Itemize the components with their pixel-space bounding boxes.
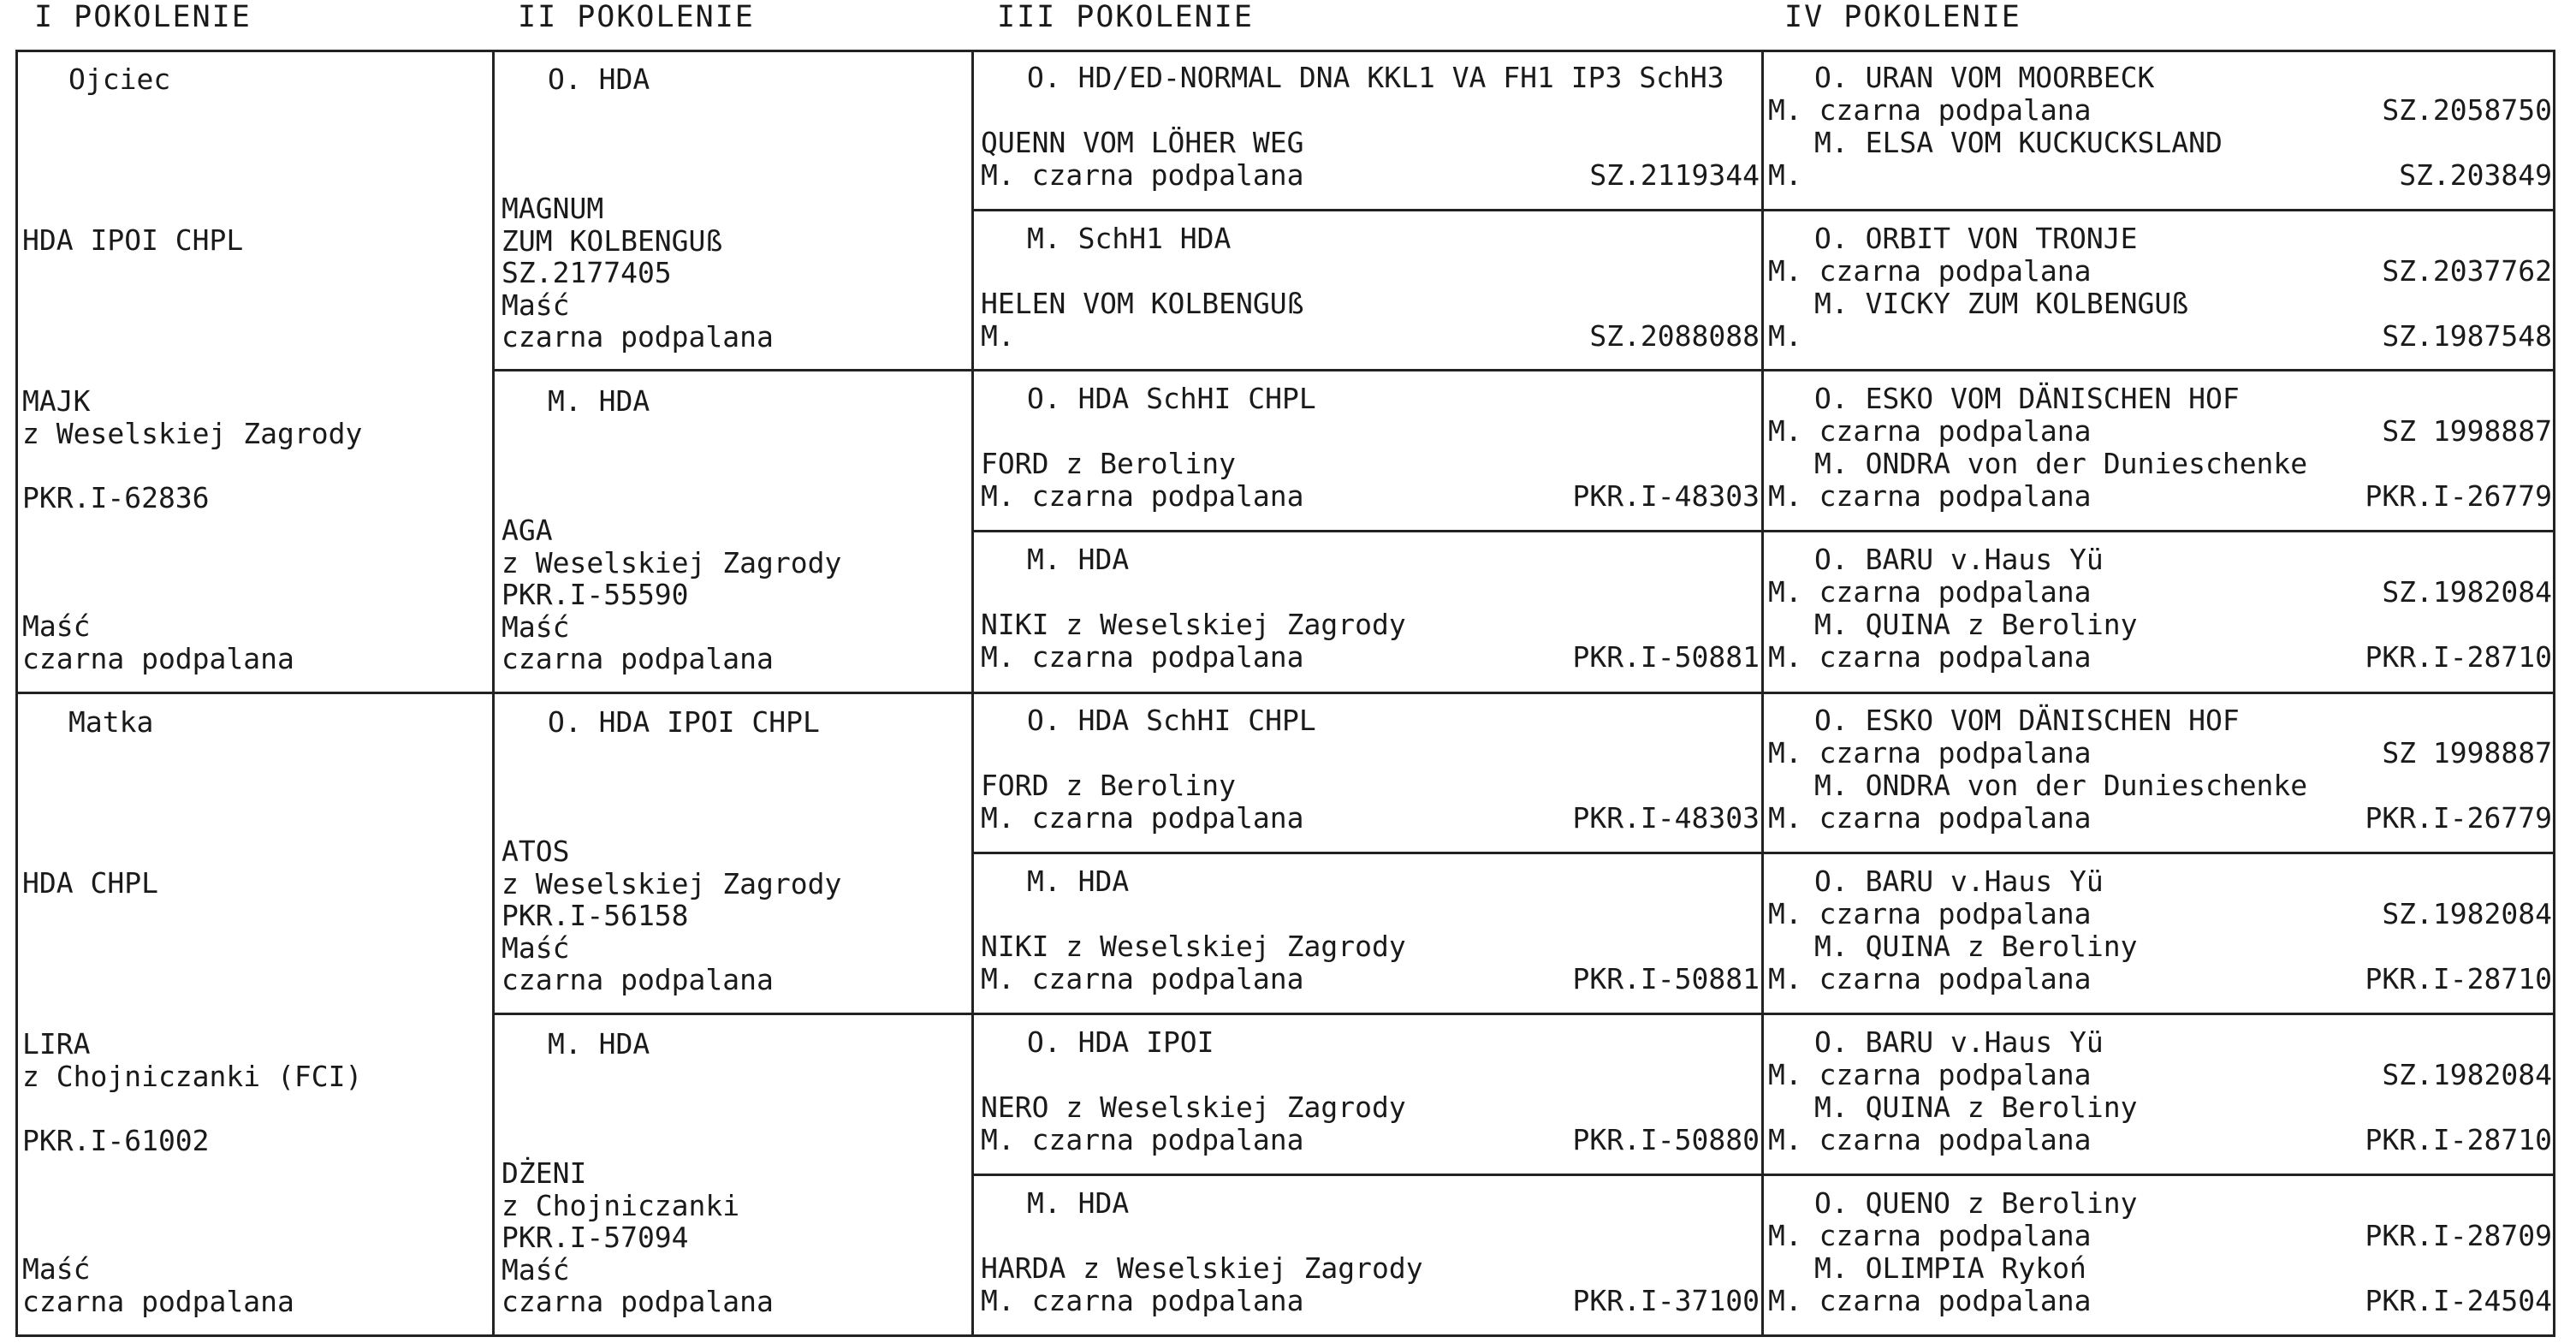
g4-dam-reg: SZ.1987548 bbox=[2382, 319, 2552, 353]
g3-reg: PKR.I-48303 bbox=[1572, 801, 1760, 835]
g4-sire-reg: SZ.2058750 bbox=[2382, 93, 2552, 127]
g4-dam: M. ONDRA von der Dunieschenke bbox=[1814, 769, 2308, 802]
g4-dam: M. QUINA z Beroliny bbox=[1814, 930, 2138, 963]
g4-dam: M. VICKY ZUM KOLBENGUß bbox=[1814, 287, 2189, 320]
g2-color: czarna podpalana bbox=[502, 963, 774, 996]
g1-dam-reg: PKR.I-61002 bbox=[22, 1124, 210, 1157]
g4-dam-reg: SZ.203849 bbox=[2399, 158, 2552, 192]
g2-health: O. HDA IPOI CHPL bbox=[548, 705, 820, 739]
g3-name: NERO z Weselskiej Zagrody bbox=[981, 1090, 1406, 1124]
g2-reg: PKR.I-57094 bbox=[502, 1221, 689, 1254]
header-generation-1: I POKOLENIE bbox=[34, 0, 252, 34]
g3-health: O. HDA IPOI bbox=[1027, 1025, 1214, 1059]
g4-sire-color: M. czarna podpalana bbox=[1768, 575, 2092, 609]
g3-reg: PKR.I-37100 bbox=[1572, 1284, 1760, 1317]
g3-name: FORD z Beroliny bbox=[981, 769, 1237, 802]
g4-sire-color: M. czarna podpalana bbox=[1768, 1219, 2092, 1252]
g2-color-label: Maść bbox=[502, 931, 570, 965]
g4-sire-reg: SZ.1982084 bbox=[2382, 897, 2552, 930]
g1-sire-color: czarna podpalana bbox=[22, 642, 294, 675]
header-generation-3: III POKOLENIE bbox=[997, 0, 1254, 34]
g2-color-label: Maść bbox=[502, 610, 570, 644]
g2-color: czarna podpalana bbox=[502, 1285, 774, 1318]
g3-name: HARDA z Weselskiej Zagrody bbox=[981, 1251, 1423, 1285]
g3-color: M. czarna podpalana bbox=[981, 640, 1304, 674]
g4-sire: O. BARU v.Haus Yü bbox=[1814, 543, 2104, 576]
g4-dam-color: M. bbox=[1768, 319, 1802, 353]
g4-sire: O. BARU v.Haus Yü bbox=[1814, 1025, 2104, 1059]
g4-dam-reg: PKR.I-28710 bbox=[2365, 962, 2552, 995]
g1-sire-kennel: z Weselskiej Zagrody bbox=[22, 417, 363, 450]
g2-name: ATOS bbox=[502, 835, 570, 868]
g3-reg: SZ.2119344 bbox=[1589, 158, 1760, 192]
row-divider-g2-a bbox=[492, 369, 2555, 371]
g3-health: M. HDA bbox=[1027, 865, 1130, 898]
g3-color: M. czarna podpalana bbox=[981, 479, 1304, 513]
g4-dam-color: M. bbox=[1768, 158, 1802, 192]
g3-reg: PKR.I-50881 bbox=[1572, 640, 1760, 674]
g4-sire-color: M. czarna podpalana bbox=[1768, 93, 2092, 127]
g1-sire-name: MAJK bbox=[22, 384, 91, 418]
g3-color: M. czarna podpalana bbox=[981, 962, 1304, 995]
g4-sire-color: M. czarna podpalana bbox=[1768, 414, 2092, 448]
g3-reg: SZ.2088088 bbox=[1589, 319, 1760, 353]
g4-dam-reg: PKR.I-24504 bbox=[2365, 1284, 2552, 1317]
g2-kennel: z Weselskiej Zagrody bbox=[502, 867, 842, 900]
row-divider-g1 bbox=[15, 692, 2555, 694]
g2-health: M. HDA bbox=[548, 1027, 650, 1061]
g3-health: M. HDA bbox=[1027, 543, 1130, 576]
g4-sire-reg: PKR.I-28709 bbox=[2365, 1219, 2552, 1252]
row-divider-g3-c bbox=[971, 852, 2555, 854]
g1-dam-color: czarna podpalana bbox=[22, 1285, 294, 1318]
g3-health: O. HDA SchHI CHPL bbox=[1027, 382, 1316, 415]
g1-dam-role: Matka bbox=[68, 705, 154, 739]
g2-reg: PKR.I-56158 bbox=[502, 899, 689, 932]
g4-sire-reg: SZ.2037762 bbox=[2382, 254, 2552, 288]
g2-kennel: z Weselskiej Zagrody bbox=[502, 546, 842, 579]
g3-color: M. bbox=[981, 319, 1015, 353]
g4-dam-reg: PKR.I-28710 bbox=[2365, 640, 2552, 674]
g1-sire-color-label: Maść bbox=[22, 609, 91, 643]
g2-kennel: z Chojniczanki bbox=[502, 1189, 740, 1222]
g2-kennel: ZUM KOLBENGUß bbox=[502, 224, 723, 258]
g2-health: M. HDA bbox=[548, 384, 650, 418]
g3-reg: PKR.I-50880 bbox=[1572, 1123, 1760, 1156]
g4-dam: M. QUINA z Beroliny bbox=[1814, 1090, 2138, 1124]
g4-sire: O. QUENO z Beroliny bbox=[1814, 1186, 2138, 1220]
g3-color: M. czarna podpalana bbox=[981, 801, 1304, 835]
g4-dam-color: M. czarna podpalana bbox=[1768, 1284, 2092, 1317]
g1-dam-titles: HDA CHPL bbox=[22, 866, 158, 900]
g2-name: MAGNUM bbox=[502, 192, 604, 225]
g1-dam-name: LIRA bbox=[22, 1027, 91, 1061]
g1-sire-role: Ojciec bbox=[68, 62, 171, 96]
g3-name: QUENN VOM LÖHER WEG bbox=[981, 126, 1304, 159]
g3-health: O. HDA SchHI CHPL bbox=[1027, 704, 1316, 737]
g4-dam: M. OLIMPIA Rykoń bbox=[1814, 1251, 2086, 1285]
g1-dam-kennel: z Chojniczanki (FCI) bbox=[22, 1060, 363, 1093]
g3-health: O. HD/ED-NORMAL DNA KKL1 VA FH1 IP3 SchH3 bbox=[1027, 61, 1724, 94]
g4-sire: O. ESKO VOM DÄNISCHEN HOF bbox=[1814, 382, 2240, 415]
g4-sire: O. ESKO VOM DÄNISCHEN HOF bbox=[1814, 704, 2240, 737]
g4-dam-color: M. czarna podpalana bbox=[1768, 640, 2092, 674]
g4-dam-reg: PKR.I-26779 bbox=[2365, 801, 2552, 835]
g4-dam: M. ONDRA von der Dunieschenke bbox=[1814, 447, 2308, 480]
row-divider-g3-b bbox=[971, 530, 2555, 532]
g4-sire-color: M. czarna podpalana bbox=[1768, 1058, 2092, 1091]
g4-sire-reg: SZ.1982084 bbox=[2382, 575, 2552, 609]
row-divider-g2-b bbox=[492, 1013, 2555, 1015]
g3-color: M. czarna podpalana bbox=[981, 158, 1304, 192]
g3-name: NIKI z Weselskiej Zagrody bbox=[981, 608, 1406, 641]
g4-sire-reg: SZ 1998887 bbox=[2382, 736, 2552, 770]
g2-reg: PKR.I-55590 bbox=[502, 578, 689, 611]
g2-name: AGA bbox=[502, 514, 553, 547]
g4-sire: O. URAN VOM MOORBECK bbox=[1814, 61, 2155, 94]
g4-sire-reg: SZ.1982084 bbox=[2382, 1058, 2552, 1091]
g4-dam-color: M. czarna podpalana bbox=[1768, 801, 2092, 835]
g3-color: M. czarna podpalana bbox=[981, 1123, 1304, 1156]
header-generation-2: II POKOLENIE bbox=[518, 0, 755, 34]
g3-color: M. czarna podpalana bbox=[981, 1284, 1304, 1317]
g4-sire: O. ORBIT VON TRONJE bbox=[1814, 222, 2138, 255]
g4-sire-color: M. czarna podpalana bbox=[1768, 897, 2092, 930]
g2-color: czarna podpalana bbox=[502, 642, 774, 675]
g4-dam-reg: PKR.I-26779 bbox=[2365, 479, 2552, 513]
g2-color: czarna podpalana bbox=[502, 320, 774, 354]
g1-dam-color-label: Maść bbox=[22, 1252, 91, 1286]
g3-name: FORD z Beroliny bbox=[981, 447, 1237, 480]
row-divider-g3-d bbox=[971, 1174, 2555, 1176]
g3-health: M. HDA bbox=[1027, 1186, 1130, 1220]
g2-color-label: Maść bbox=[502, 1253, 570, 1287]
g3-name: HELEN VOM KOLBENGUß bbox=[981, 287, 1304, 320]
g3-health: M. SchH1 HDA bbox=[1027, 222, 1232, 255]
row-divider-g3-a bbox=[971, 209, 2555, 211]
g4-sire-color: M. czarna podpalana bbox=[1768, 736, 2092, 770]
g2-name: DŻENI bbox=[502, 1156, 587, 1190]
g4-dam: M. QUINA z Beroliny bbox=[1814, 608, 2138, 641]
g4-dam-reg: PKR.I-28710 bbox=[2365, 1123, 2552, 1156]
g3-reg: PKR.I-48303 bbox=[1572, 479, 1760, 513]
g3-name: NIKI z Weselskiej Zagrody bbox=[981, 930, 1406, 963]
g1-sire-titles: HDA IPOI CHPL bbox=[22, 223, 244, 257]
g4-dam-color: M. czarna podpalana bbox=[1768, 1123, 2092, 1156]
g4-dam-color: M. czarna podpalana bbox=[1768, 962, 2092, 995]
g4-sire-reg: SZ 1998887 bbox=[2382, 414, 2552, 448]
header-generation-4: IV POKOLENIE bbox=[1784, 0, 2021, 34]
g2-health: O. HDA bbox=[548, 62, 650, 96]
g4-dam-color: M. czarna podpalana bbox=[1768, 479, 2092, 513]
g3-reg: PKR.I-50881 bbox=[1572, 962, 1760, 995]
g4-sire-color: M. czarna podpalana bbox=[1768, 254, 2092, 288]
g1-sire-reg: PKR.I-62836 bbox=[22, 481, 210, 514]
g2-color-label: Maść bbox=[502, 288, 570, 322]
g2-reg: SZ.2177405 bbox=[502, 256, 672, 289]
g4-sire: O. BARU v.Haus Yü bbox=[1814, 865, 2104, 898]
g4-dam: M. ELSA VOM KUCKUCKSLAND bbox=[1814, 126, 2223, 159]
